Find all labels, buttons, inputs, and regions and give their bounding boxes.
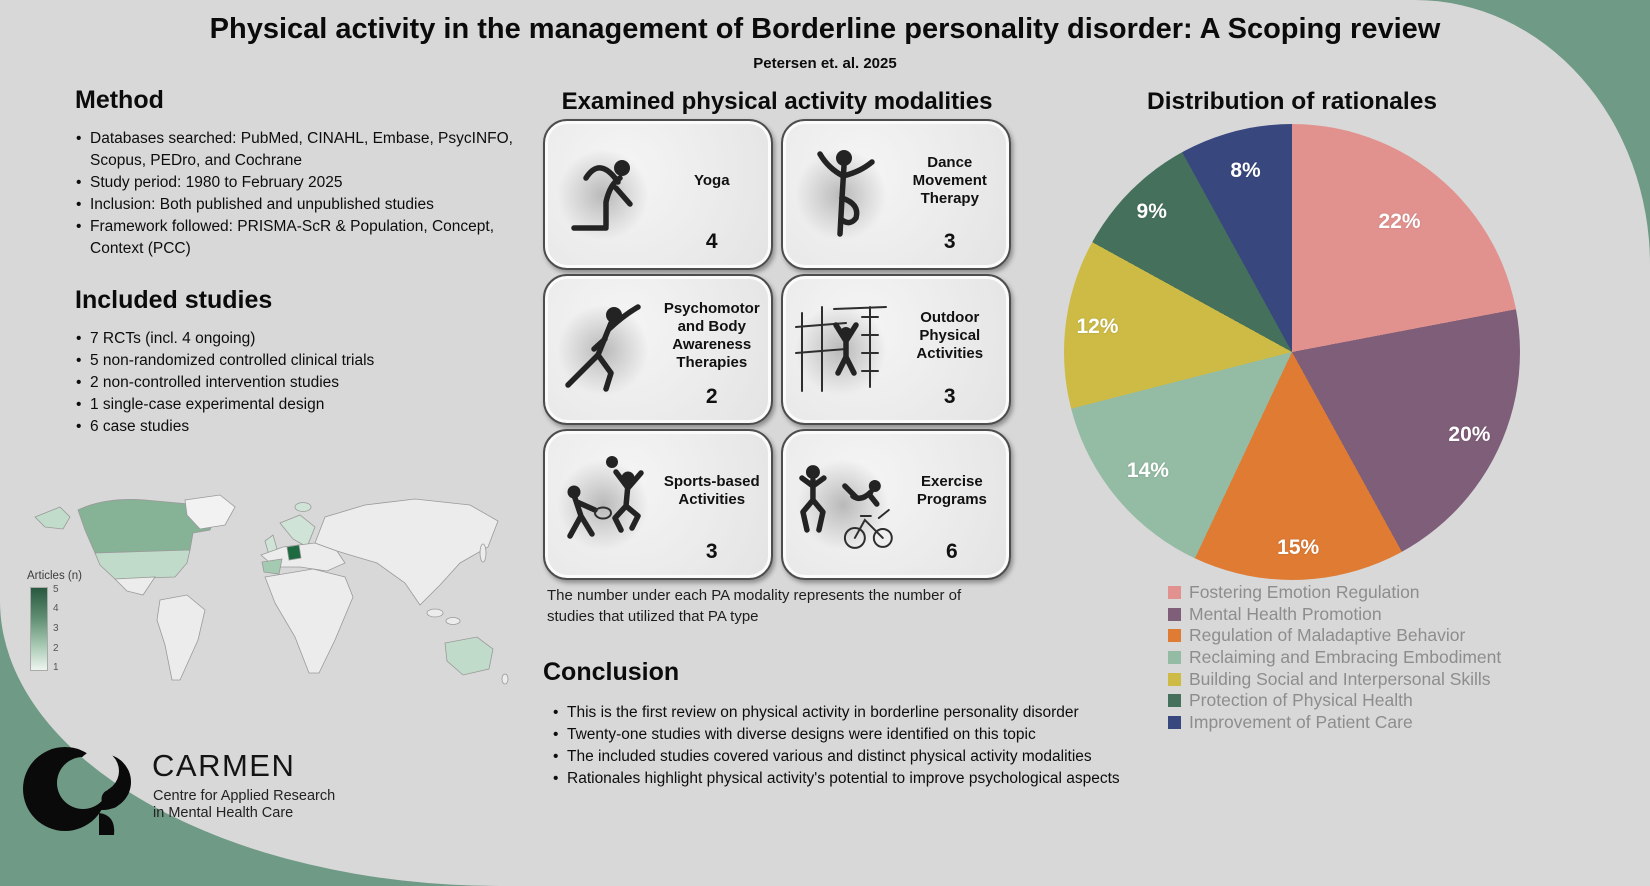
map-legend-tick: 3 <box>53 623 59 634</box>
exercise-icon <box>783 450 903 560</box>
map-legend-tick: 2 <box>53 643 59 654</box>
modality-cards <box>543 119 1011 580</box>
continent-africa <box>265 569 353 673</box>
legend-swatch <box>1168 586 1181 599</box>
modalities-caption: The number under each PA modality represents the number of studies that utilized that PA type <box>547 587 962 625</box>
authors-line: Petersen et. al. 2025 <box>753 55 897 72</box>
pie-label-1: 20% <box>1448 423 1491 447</box>
legend-swatch <box>1168 673 1181 686</box>
map-legend-tick: 4 <box>53 603 59 614</box>
conclusion-heading: Conclusion <box>543 658 680 686</box>
continent-south-america <box>157 595 205 680</box>
legend-item: Protection of Physical Health <box>1168 690 1501 712</box>
island-indonesia <box>427 609 443 617</box>
modality-label: Dance Movement Therapy <box>912 153 987 207</box>
method-bullet: • Inclusion: Both published and unpublished studies <box>75 194 530 216</box>
map-legend-title: Articles (n) <box>27 570 82 582</box>
country-germany <box>287 545 301 560</box>
method-bullet: • Framework followed: PRISMA-ScR & Population, Concept, Context (PCC) <box>75 216 530 260</box>
map-legend-tick: 5 <box>53 584 59 595</box>
page-title: Physical activity in the management of Borderline personality disorder: A Scoping review <box>209 13 1441 45</box>
climbing-frame-icon <box>786 295 896 405</box>
map-legend-tick: 1 <box>53 662 59 673</box>
country-iceland <box>295 503 311 512</box>
legend-swatch <box>1168 651 1181 664</box>
method-section <box>75 86 530 260</box>
pie-label-0: 22% <box>1378 209 1421 233</box>
pie-circle <box>1064 124 1520 580</box>
dancer-icon <box>786 140 896 250</box>
legend-swatch <box>1168 608 1181 621</box>
modality-count: 4 <box>705 230 718 253</box>
island-indonesia-2 <box>446 618 460 625</box>
pie-label-2: 15% <box>1277 535 1320 559</box>
pie-label-3: 14% <box>1126 459 1169 483</box>
modality-card-psychomotor <box>543 274 773 425</box>
included-bullet: • 7 RCTs (incl. 4 ongoing) <box>75 328 530 350</box>
modality-card-outdoor <box>781 274 1011 425</box>
modality-label: Sports-based Activities <box>663 472 760 508</box>
country-alaska <box>35 507 70 529</box>
conclusion-list <box>552 702 1187 790</box>
rationales-pie-chart <box>1064 124 1520 580</box>
country-usa <box>95 550 190 579</box>
conclusion-bullet: • This is the first review on physical activity in borderline personality disorder <box>552 702 1187 724</box>
legend-item: Improvement of Patient Care <box>1168 712 1501 734</box>
modality-count: 3 <box>943 230 956 253</box>
method-bullet: • Databases searched: PubMed, CINAHL, Embase, PsycINFO, Scopus, PEDro, and Cochrane <box>75 128 530 172</box>
country-spain <box>262 559 282 574</box>
modality-count: 3 <box>705 540 718 563</box>
method-list <box>75 128 530 260</box>
conclusion-bullet: • The included studies covered various and distinct physical activity modalities <box>552 746 1187 768</box>
country-australia <box>445 637 493 675</box>
legend-swatch <box>1168 629 1181 642</box>
conclusion-bullet: • Rationales highlight physical activity's potential to improve psychological aspects <box>552 768 1187 790</box>
legend-item: Reclaiming and Embracing Embodiment <box>1168 647 1501 669</box>
country-norway <box>280 515 315 547</box>
conclusion-bullet: • Twenty-one studies with diverse designs were identified on this topic <box>552 724 1187 746</box>
included-studies-heading: Included studies <box>75 286 273 314</box>
carmen-subtitle: Centre for Applied Research in Mental Health Care <box>153 788 336 821</box>
modality-card-yoga <box>543 119 773 270</box>
legend-item: Regulation of Maladaptive Behavior <box>1168 625 1501 647</box>
legend-item: Mental Health Promotion <box>1168 604 1501 626</box>
modality-label: Outdoor Physical Activities <box>916 308 984 362</box>
pie-legend <box>1168 582 1501 733</box>
map-legend-gradient <box>30 587 48 671</box>
method-heading: Method <box>75 86 164 114</box>
carmen-logo-icon <box>22 738 134 840</box>
legend-swatch <box>1168 716 1181 729</box>
country-mexico <box>115 577 155 595</box>
method-bullet: • Study period: 1980 to February 2025 <box>75 172 530 194</box>
pie-title: Distribution of rationales <box>1147 88 1437 115</box>
modality-count: 2 <box>705 385 718 408</box>
included-bullet: • 6 case studies <box>75 416 530 438</box>
country-new-zealand <box>502 674 508 684</box>
legend-item: Building Social and Interpersonal Skills <box>1168 668 1501 690</box>
included-bullet: • 2 non-controlled intervention studies <box>75 372 530 394</box>
legend-item: Fostering Emotion Regulation <box>1168 582 1501 604</box>
sports-players-icon <box>548 450 658 560</box>
included-bullet: • 5 non-randomized controlled clinical trials <box>75 350 530 372</box>
modality-count: 3 <box>943 385 956 408</box>
world-map <box>15 455 515 695</box>
modality-count: 6 <box>946 540 958 563</box>
modality-card-exercise <box>781 429 1011 580</box>
yoga-icon <box>548 140 658 250</box>
pie-label-4: 12% <box>1076 315 1119 339</box>
country-japan <box>480 544 486 562</box>
modality-label: Exercise Programs <box>916 472 987 508</box>
modality-label: Psychomotor and Body Awareness Therapies <box>663 299 760 371</box>
modality-label: Yoga <box>693 171 730 189</box>
pie-label-5: 9% <box>1136 199 1167 223</box>
pie-label-6: 8% <box>1230 158 1261 182</box>
modality-card-dance <box>781 119 1011 270</box>
included-bullet: • 1 single-case experimental design <box>75 394 530 416</box>
modalities-heading: Examined physical activity modalities <box>561 88 993 115</box>
legend-swatch <box>1168 694 1181 707</box>
included-studies-section <box>75 286 530 438</box>
body-stretch-icon <box>548 295 658 405</box>
carmen-logo-text: CARMEN <box>152 748 296 783</box>
modality-card-sports <box>543 429 773 580</box>
included-studies-list <box>75 328 530 438</box>
